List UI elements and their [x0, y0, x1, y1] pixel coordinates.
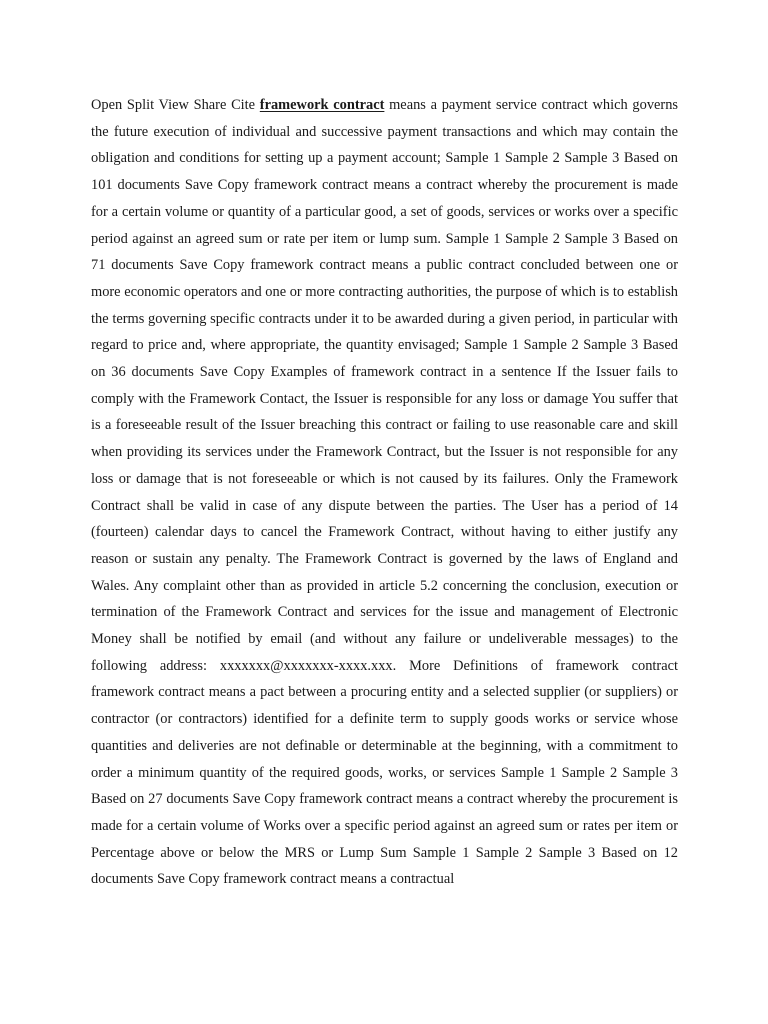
body-text: means a payment service contract which governs the future execution of individual and successive payment transactions and which may contain the obligation and conditions for setting up a payment account; Sample 1 Sample 2 Sample 3 Based on 101 documents Save Copy framework contract means a contract whereby the procurement is made for a certain volume or quantity of a particular good, a set of goods, services or works over a specific period against an agreed sum or rate per item or lump sum. Sample 1 Sample 2 Sample 3 Based on 71 documents Save Copy framework contract means a public contract concluded between one or more economic operators and one or more contracting authorities, the purpose of which is to establish the terms governing specific contracts under it to be awarded during a given period, in particular with regard to price and, where appropriate, the quantity envisaged; Sample 1 Sample 2 Sample 3 Based on 36 documents Save Copy Examples of framework contract in a sentence If the Issuer fails to comply with the Framework Contact, the Issuer is responsible for any loss or damage You suffer that is a foreseeable result of the Issuer breaching this contract or failing to use reasonable care and skill when providing its services under the Framework Contract, but the Issuer is not responsible for any loss or damage that is not foreseeable or which is not caused by its failures. Only the Framework Contract shall be valid in case of any dispute between the parties. The User has a period of 14 (fourteen) calendar days to cancel the Framework Contract, without having to either justify any reason or sustain any penalty. The Framework Contract is governed by the laws of England and Wales. Any complaint other than as provided in article 5.2 concerning the conclusion, execution or termination of the Framework Contract and services for the issue and management of Electronic Money shall be notified by email (and without any failure or undeliverable messages) to the following address: xxxxxxx@xxxxxxx-xxxx.xxx. More Definitions of framework contract framework contract means a pact between a procuring entity and a selected supplier (or suppliers) or contractor (or contractors) identified for a definite term to supply goods works or service whose quantities and deliveries are not definable or determinable at the beginning, with a commitment to order a minimum quantity of the required goods, works, or services Sample 1 Sample 2 Sample 3 Based on 27 documents Save Copy framework contract means a contract whereby the procurement is made for a certain volume of Works over a specific period against an agreed sum or rates per item or Percentage above or below the MRS or Lump Sum Sample 1 Sample 2 Sample 3 Based on 12 documents Save Copy framework contract means a contractual: [91, 97, 678, 888]
document-paragraph: [91, 92, 678, 893]
intro-text: Open Split View Share Cite: [91, 97, 260, 113]
defined-term: framework contract: [259, 97, 385, 113]
